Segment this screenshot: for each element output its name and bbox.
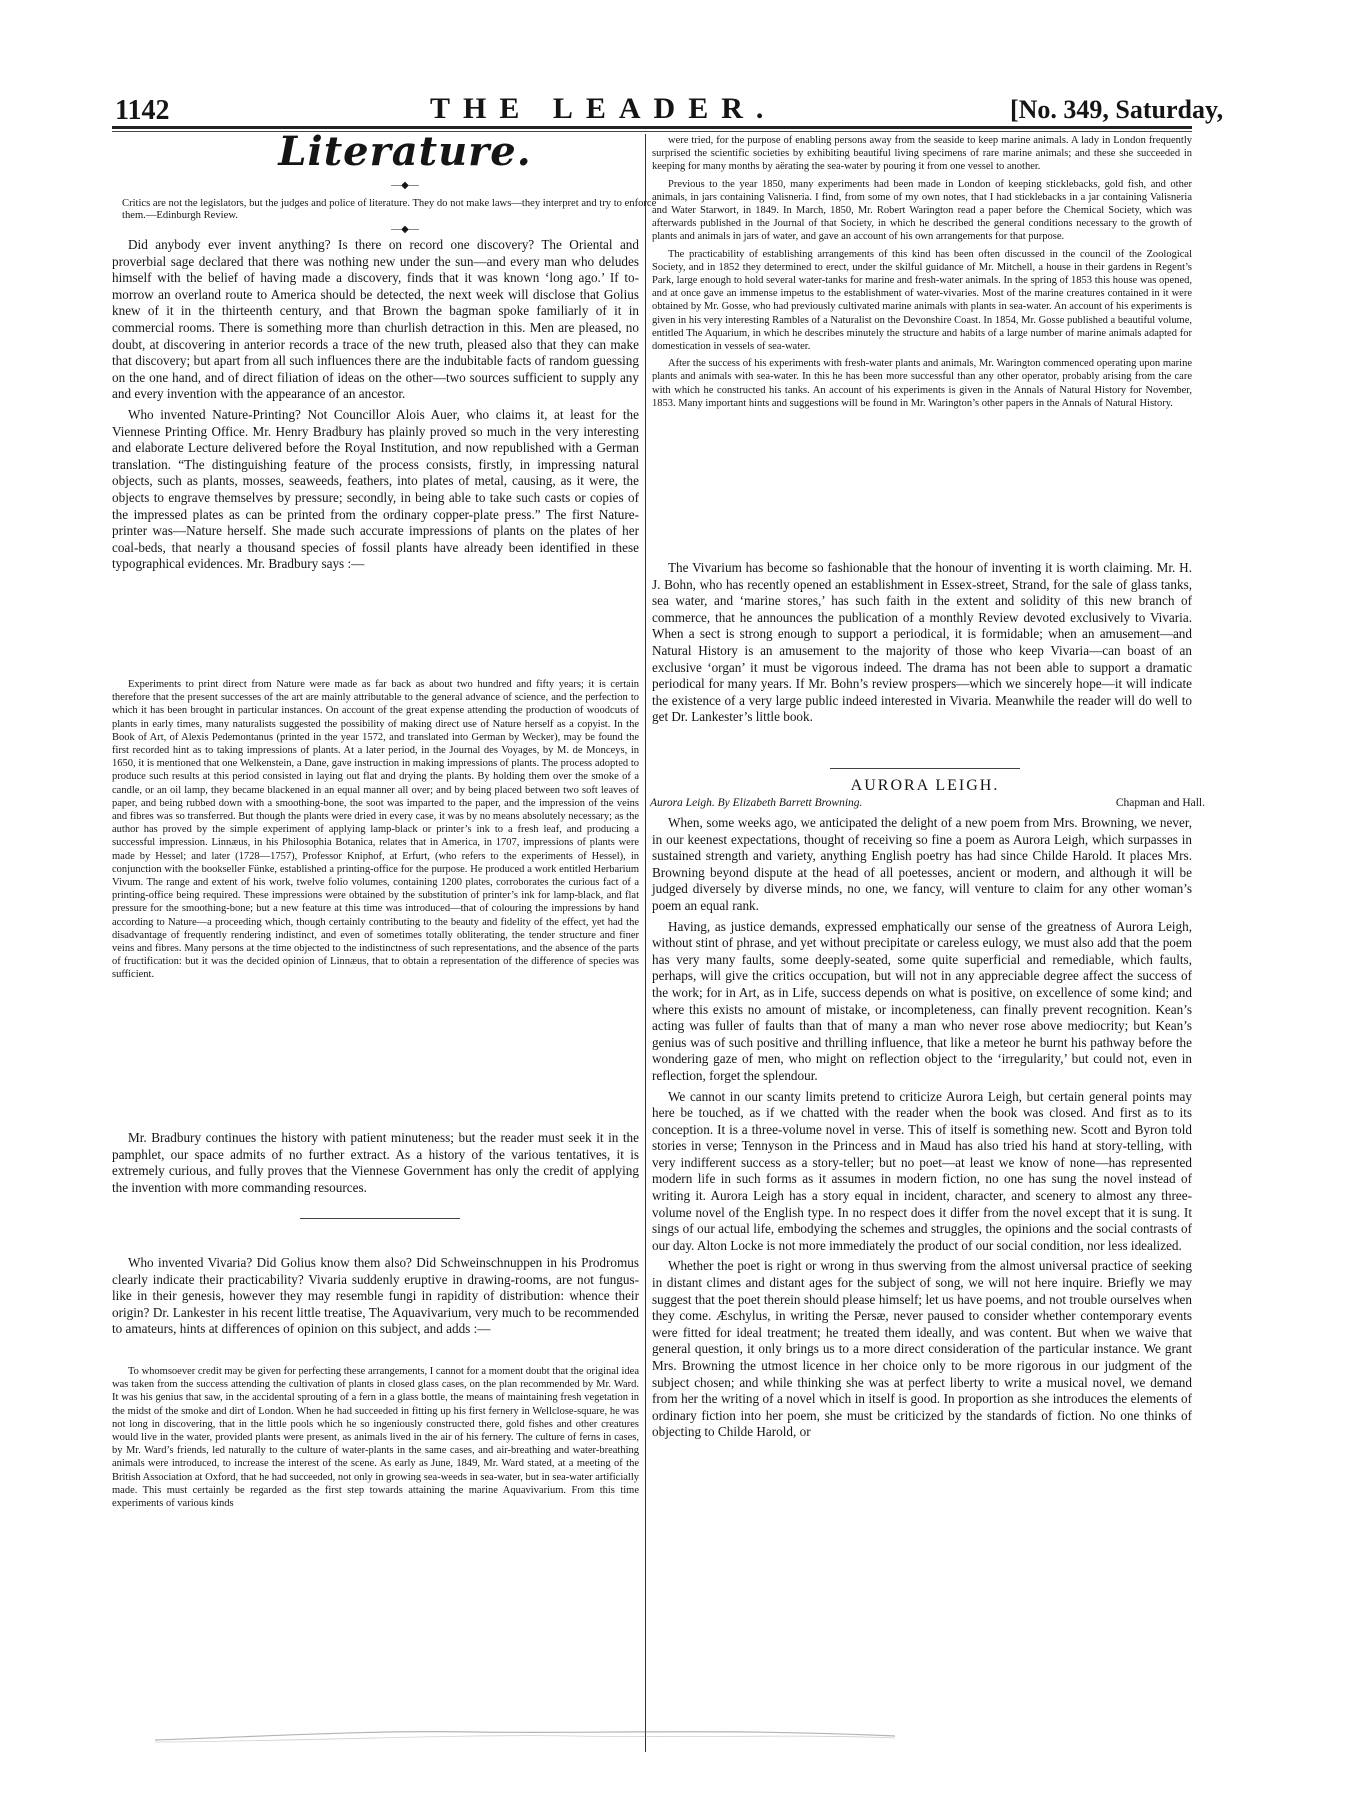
paragraph-nature-printing: Who invented Nature-Printing? Not Councillor Alois Auer, who claims it, at least for the Viennese Printing Office. Mr. Henry Bradbury has plainly proved so much in the very interesting and elaborate Lecture delivered before the Royal Institution, and now republished with a German translation. “The distinguishing feature of the process consists, firstly, in impressing natural objects, such as plants, mosses, seaweeds, feathers, into plates of metal, causing, as it were, the objects to engrave themselves by pressure; secondly, in being able to take such casts or copies of the impressed plates as can be printed from the ordinary copper-plate press.” The first Nature-printer was—Nature herself. She made such accurate impressions of plants on the plates of her coal-beds, that nearly a thousand species of fossil plants have already been identified in these typographical evidences. Mr. Bradbury says :—	[112, 406, 639, 572]
paragraph-discovery: Did anybody ever invent anything? Is there on record one discovery? The Oriental and proverbial sage declared that there was nothing new under the sun—and every man who deludes himself with the belief of having made a discovery, finds that it was known ‘long ago.’ If to-morrow an overland route to America should be detected, the next week will disclose that Golius knew of it in the thirteenth century, and that Brown the bagman spoke familiarly of it in commercial rooms. There is something more than churlish detraction in this. Men are pleased, no doubt, at discovering in anterior records a trace of the new truth, pleased also that they can make that discovery; but apart from all such influences there are the indubitable facts of random guessing on the one hand, and of direct filiation of ideas on the other—two sources sufficient to supply any and every invention with the appearance of an ancestor.	[112, 237, 639, 402]
quote-continued: were tried, for the purpose of enabling persons away from the seaside to keep marine animals. A lady in London frequently surprised the scientific societies by exhibiting beautiful living specimens of rare marine animals; and these she succeeded in keeping for many months by aërating the sea-water by pouring it from one vessel to another.	[652, 135, 1192, 173]
issue-number: [No. 349, Saturday,	[1010, 95, 1224, 124]
page-number: 1142	[115, 95, 170, 126]
paragraph-aurora-1: When, some weeks ago, we anticipated the delight of a new poem from Mrs. Browning, we never, in our keenest expectations, thought of receiving so fine a poem as Aurora Leigh, which surpasses in sustained strength and variety, anything English poetry has had since Childe Harold. It places Mrs. Browning beyond dispute at the head of all poetesses, ancient or modern, and although it will be judged diversely by diverse minds, no one, we fancy, will venture to claim for any other woman’s poem an equal rank.	[652, 815, 1192, 913]
masthead: THE LEADER.	[430, 92, 777, 125]
scan-artifact	[155, 1722, 895, 1744]
section-divider	[830, 768, 1020, 769]
quote-lankester: To whomsoever credit may be given for perfecting these arrangements, I cannot for a moment doubt that the original idea was taken from the success attending the cultivation of plants in closed glass cases, on the plan recommended by Mr. Ward. It was his genius that saw, in the accidental sprouting of a fern in a glass bottle, the means of maintaining fresh vegetation in the midst of the smoke and dirt of London. When he had succeeded in fitting up his first fernery in Wellclose-square, he was not long in discovering, that in the little pools which he so ingeniously constructed there, gold fishes and other creatures would live in the water, provided plants were present, as animals lived in the air of his fernery. The culture of ferns in cases, by Mr. Ward’s friends, led naturally to the culture of water-plants in the same cases, and air-breathing and water-breathing animals were introduced, to increase the interest of the scene. As early as June, 1849, Mr. Ward stated, at a meeting of the British Association at Oxford, that he had succeeded, not only in growing sea-weeds in sea-water, but in sea-water artificially made. This must certainly be regarded as the first step towards attaining the marine Aquavivarium. From this time experiments of various kinds	[112, 1366, 639, 1510]
quote-paragraph: Previous to the year 1850, many experiments had been made in London of keeping sticklebacks, gold fish, and other animals, in jars containing Valisneria. I find, from some of my own notes, that I had sticklebacks in a jar containing Valisneria and Water Starwort, in 1849. In March, 1850, Mr. Robert Warington read a paper before the Chemical Society, which was afterwards published in the Journal of that Society, in which he described the general conditions necessary to the growth of plants and animals in jars of water, and gave an account of his own arrangements for that purpose.	[652, 178, 1192, 243]
block-quote	[112, 678, 639, 986]
article-paragraph	[112, 1255, 639, 1342]
article-paragraph	[652, 815, 1192, 1445]
epigraph: Critics are not the legislators, but the judges and police of literature. They do not make laws—they interpret and try to enforce them.—Edinburgh Review.	[122, 198, 657, 221]
ornament: —◆—	[391, 180, 419, 191]
paragraph-vivaria: Who invented Vivaria? Did Golius know them also? Did Schweinschnuppen in his Prodromus clearly indicate their practicability? Vivaria suddenly eruptive in drawing-rooms, are not fungus-like in their genesis, however they may resemble fungi in rapidity of distribution: whence their origin? Dr. Lankester in his recent little treatise, The Aquavivarium, very much to be recommended to amateurs, hints at differences of opinion on this subject, and adds :—	[112, 1255, 639, 1337]
publisher: Chapman and Hall.	[1115, 797, 1205, 809]
review-book-info	[650, 797, 1205, 809]
ornament: —◆—	[391, 224, 419, 235]
quote-paragraph: After the success of his experiments with fresh-water plants and animals, Mr. Warington commenced operating upon marine plants and animals with sea-water. In this he has been more successful than any other operator, probably arising from the care with which he constructed his tanks. An account of his experiments is given in the Annals of Natural History for November, 1853. Many important hints and suggestions will be found in Mr. Warington’s other papers in the Annals of Natural History.	[652, 358, 1192, 409]
block-quote	[112, 1365, 639, 1514]
paragraph-aurora-3: We cannot in our scanty limits pretend to criticize Aurora Leigh, but certain general points may here be touched, as if we chatted with the reader when the book was closed. And first as to its conception. It is a three-volume novel in verse. This of itself is something new. Scott and Byron told stories in verse; Tennyson in the Princess and in Maud has also tried his hand at story-telling, with very indifferent success as a story-teller; but no poet—at least we know of none—has represented modern life in such forms as it assumes in modern fiction, no one has sung the novel instead of writing it. Aurora Leigh has a story equal in incident, character, and scenery to almost any three-volume novel of the English type. In no respect does it differ from the novel except that it is sung. It sings of our actual life, embodying the schemes and struggles, the opinions and the social contrasts of our day. Alton Locke is not more immediately the product of our social condition, nor less idealized.	[652, 1088, 1192, 1253]
section-title: Literature.	[278, 128, 532, 175]
block-quote	[652, 134, 1192, 414]
quote-bradbury: Experiments to print direct from Nature were made as far back as about two hundred and fifty years; it is certain therefore that the present successes of the art are mainly attributable to the general advance of science, and the perfection to which it has been brought in particular instances. On account of the great expense attending the production of woodcuts of plants in early times, many naturalists suggested the possibility of making direct use of Nature herself as a copyist. In the Book of Art, of Alexis Pedemontanus (printed in the year 1572, and translated into German by Wecker), may be found the first recorded hint as to taking impressions of plants. At a later period, in the Journal des Voyages, by M. de Monceys, in 1650, it is mentioned that one Welkenstein, a Dane, gave instruction in making impressions of plants. The process adopted to produce such results at this period consisted in laying out flat and drying the plants. By holding them over the smoke of a candle, or an oil lamp, they became blackened in an equal manner all over; and by being placed between two soft leaves of paper, and being rubbed down with a smoothing-bone, the soot was imparted to the paper, and the impression of the veins and fibres was so transferred. But though the plants were dried in every case, it was by no means absolutely necessary; as the author has proved by the simple experiment of applying lamp-black or printer’s ink to a fresh leaf, and producing a successful impression. Linnæus, in his Philosophia Botanica, relates that in America, in 1707, impressions of plants were made by Hessel; and later (1728—1757), Professor Kniphof, at Erfurt, (who refers to the experiments of Hessel), in conjunction with the bookseller Fünke, established a printing-office for the purpose. He produced a work entitled Herbarium Vivum. The range and extent of his work, twelve folio volumes, containing 1200 plates, corroborates the curious fact of a printing-office being required. These impressions were obtained by the substitution of printer’s ink for lamp-black, and flat pressure for the smoothing-bone; but a new feature at this time was introduced—that of colouring the impressions by hand according to Nature—a proceeding which, though certainly contributing to the beauty and fidelity of the effect, yet had the disadvantage of frequently rendering indistinct, and even of sometimes totally obliterating, the tender structure and finer veins and fibres. Many persons at the time objected to the indistinctness of such representations, and the absence of the parts of fructification: but it was the decided opinion of Linnæus, that to obtain a representation of the difference of species was sufficient.	[112, 679, 639, 981]
review-title: AURORA LEIGH.	[850, 777, 1000, 794]
paragraph-vivarium: The Vivarium has become so fashionable that the honour of inventing it is worth claiming. Mr. H. J. Bohn, who has recently opened an establishment in Essex-street, Strand, for the sale of glass tanks, sea water, and ‘marine stores,’ has such faith in the extent and solidity of this new branch of commerce, that he announces the publication of a monthly Review devoted exclusively to Vivaria. When a sect is strong enough to support a periodical, it is formidable; when an amusement—and Natural History is an amusement to the majority of those who keep Vivaria—can boast of an exclusive ‘organ’ it must be vigorous indeed. The drama has not been able to support a dramatic periodical for many years. If Mr. Bohn’s review prospers—which we sincerely hope—it will indicate the existence of a very large public indeed interested in Vivaria. Meanwhile the reader will do well to get Dr. Lankester’s little book.	[652, 560, 1192, 725]
book-citation: Aurora Leigh. By Elizabeth Barrett Browning.	[650, 797, 863, 809]
paragraph-bradbury-continues: Mr. Bradbury continues the history with patient minuteness; but the reader must seek it in the pamphlet, our space admits of no further extract. As a history of the various tentatives, it is extremely curious, and fully proves that the Viennese Government has only the credit of applying the invention with more commanding resources.	[112, 1130, 639, 1195]
article-paragraph	[112, 237, 639, 577]
article-paragraph	[112, 1130, 639, 1200]
quote-paragraph: The practicability of establishing arrangements of this kind has been often discussed in the council of the Zoological Society, and in 1852 they determined to erect, under the skilful guidance of Mr. Mitchell, a house in their gardens in Regent’s Park, large enough to hold several water-tanks for marine and fresh-water animals. In the spring of 1853 this house was opened, and at once gave an immense impetus to the establishment of water-vivaries. Most of the marine creatures contained in it were obtained by Mr. Gosse, who had previously cultivated marine animals with plants in sea-water. An account of his experiments is given in his very interesting Rambles of a Naturalist on the Devonshire Coast. In 1854, Mr. Gosse published a beautiful volume, entitled The Aquarium, in which he describes minutely the structure and habits of a large number of marine animals adapted for domestication in vessels of sea-water.	[652, 248, 1192, 353]
paragraph-aurora-2: Having, as justice demands, expressed emphatically our sense of the greatness of Aurora Leigh, without stint of phrase, and yet without precipitate or careless eulogy, we must also add that the poem has very many faults, some deeply-seated, some quite superficial and remediable, which faults, perhaps, will give the critics occupation, but will not in any appreciable degree affect the success of the work; for in Art, as in Life, success depends on what is positive, on excellence of some kind; and where this exists no amount of mistake, or incompleteness, can finally prevent recognition. Kean’s acting was fuller of faults than that of many a man who never rose above mediocrity; but Kean’s genius was of such positive and thrilling influence, that like a meteor he burnt his pathway before the wondering gaze of men, who might on reflection object to the ‘irregularity,’ but could not, even in reflection, forget the splendour.	[652, 918, 1192, 1083]
column-divider	[645, 134, 646, 1752]
paragraph-aurora-4: Whether the poet is right or wrong in thus swerving from the almost universal practice of seeking in distant climes and distant ages for the subject of song, we will not here inquire. Briefly we may suggest that the poet therein should please himself; let us have poems, and not trouble ourselves when they come. Æschylus, in writing the Persæ, never paused to consider whether contemporary events were fitted for ideal treatment; he treated them ideally, and was content. But when we waive that general question, it only brings us to a more direct consideration of the particular instance. We grant Mrs. Browning the utmost licence in her choice only to be more rigorous in our judgment of the subject chosen; and while thinking she was at perfect liberty to write a musical novel, we demand from her the writing of a novel which in itself is good. In proportion as she introduces the elements of ordinary fiction into her poem, she must be criticized by the standards of fiction. No one thinks of objecting to Childe Harold, or	[652, 1258, 1192, 1440]
article-paragraph	[652, 560, 1192, 730]
section-divider	[300, 1218, 460, 1219]
